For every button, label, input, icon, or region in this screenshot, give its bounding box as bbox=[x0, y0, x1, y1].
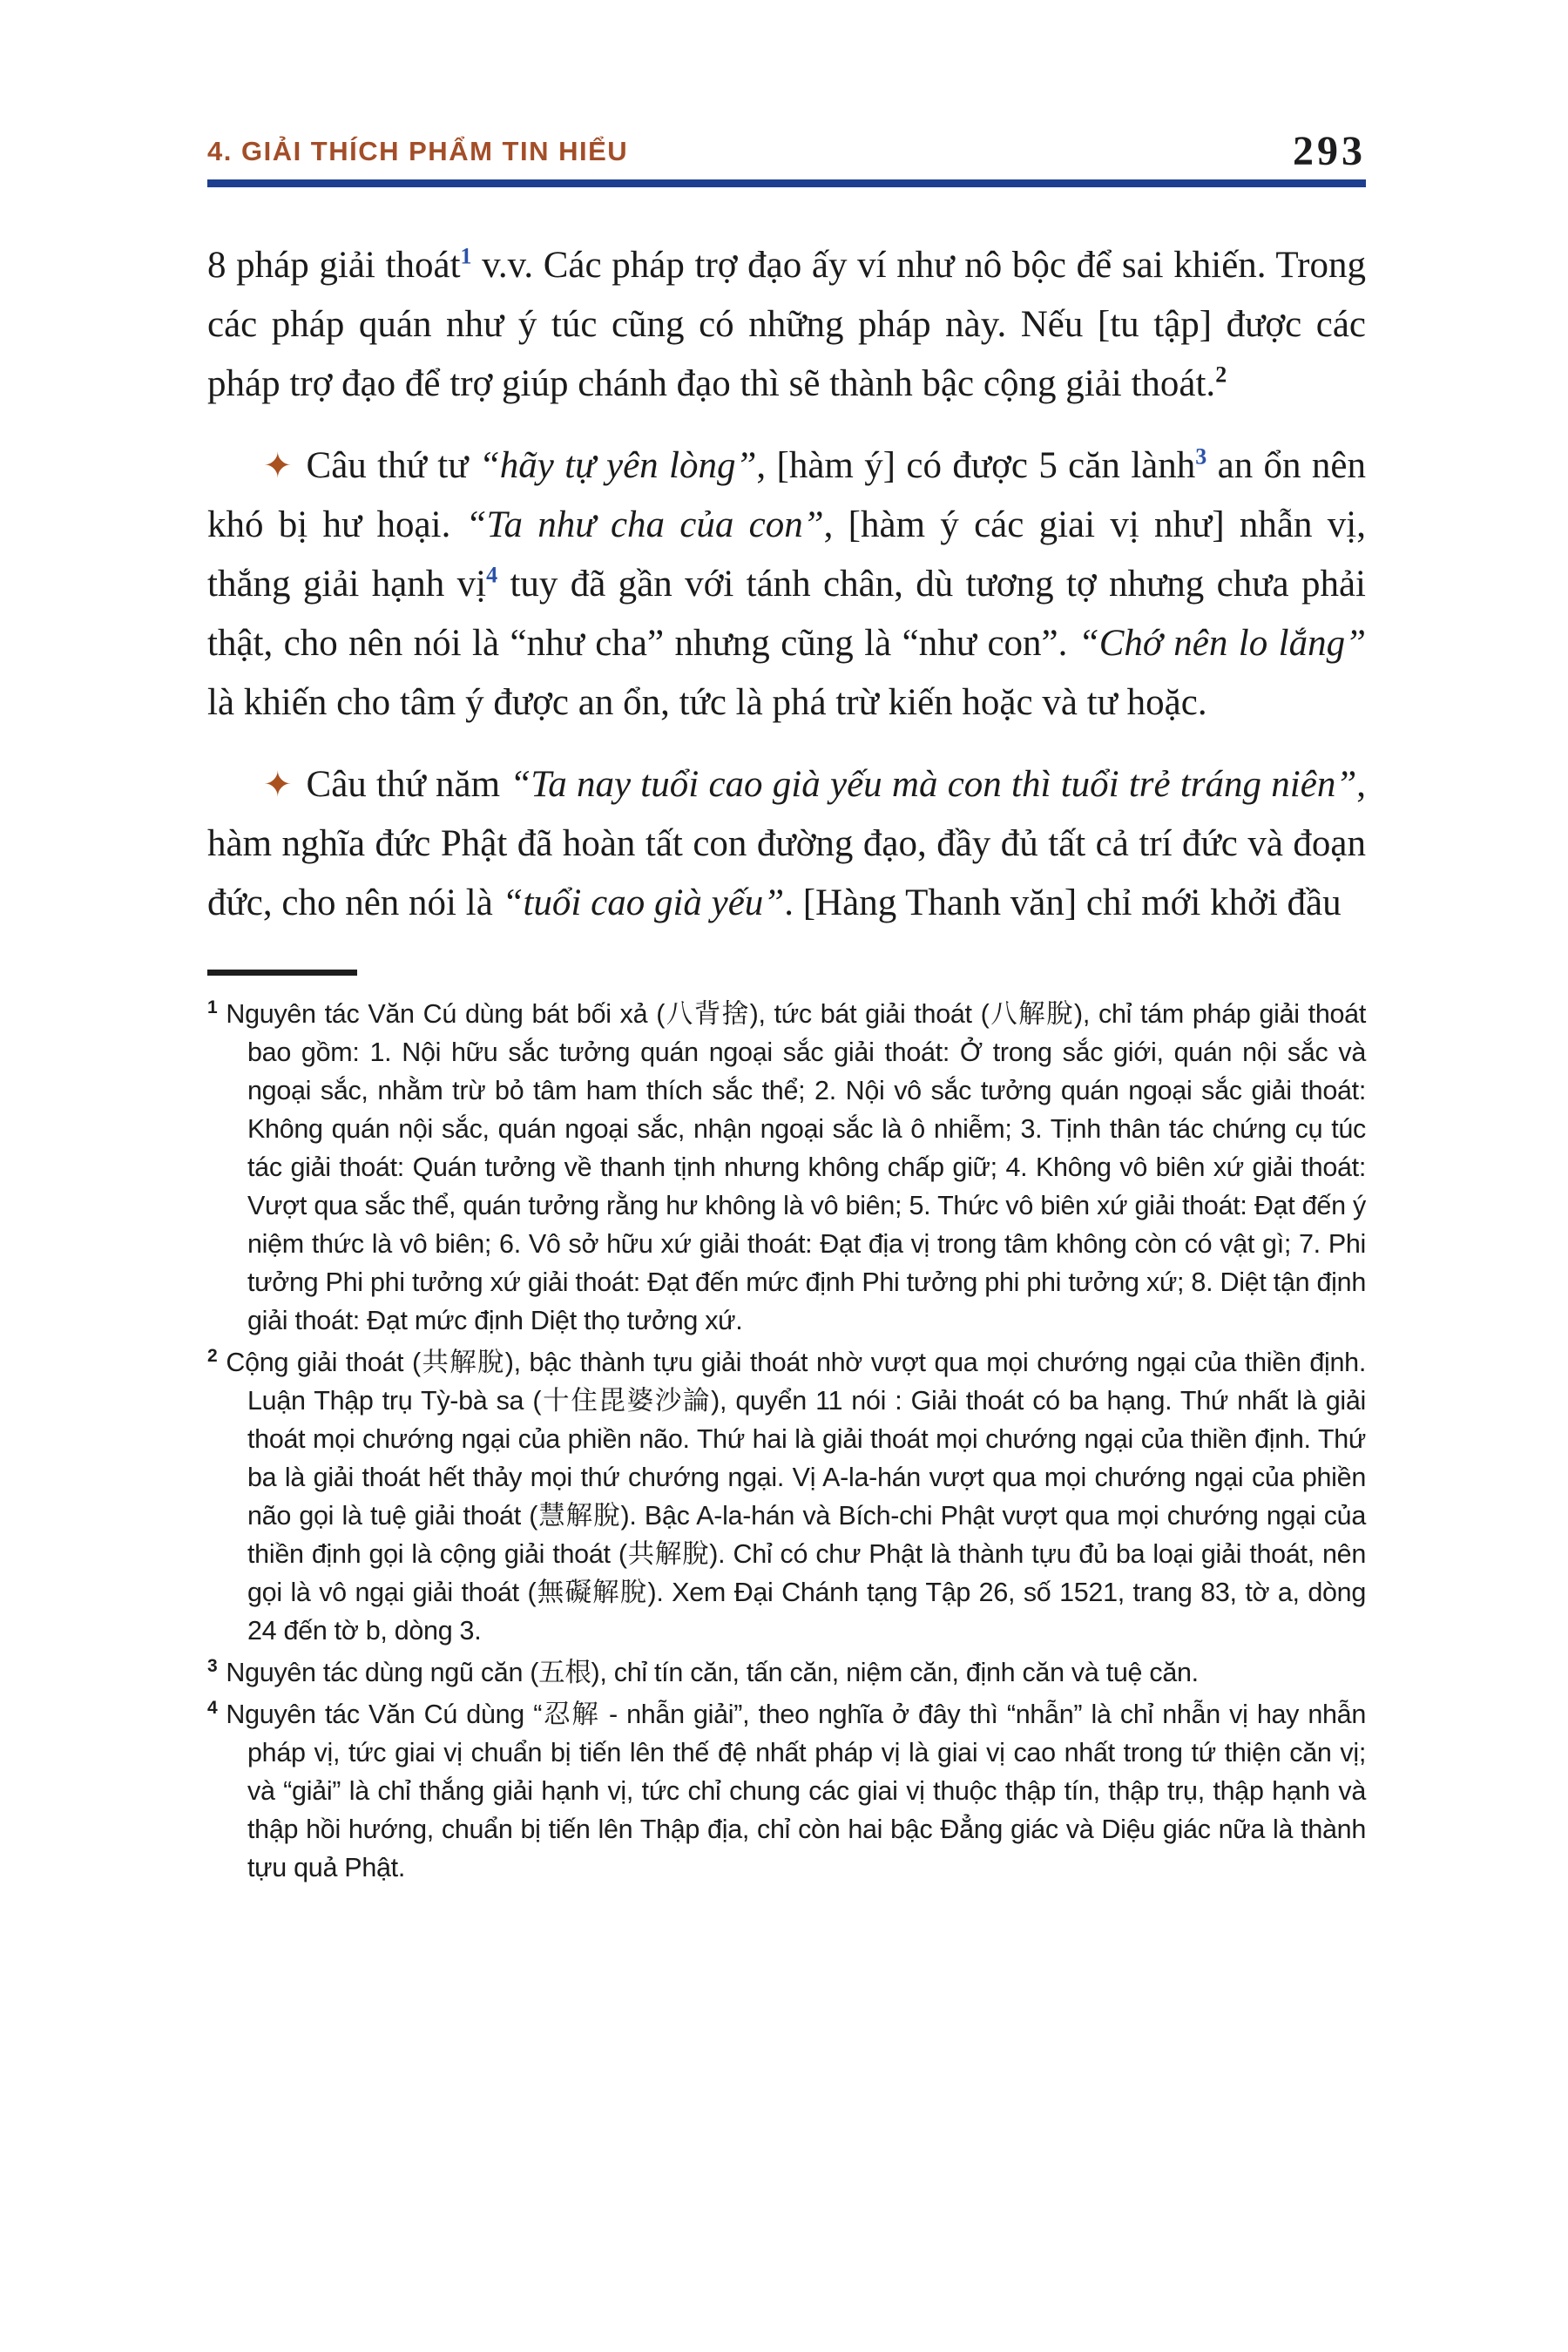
footnote-text: Nguyên tác Văn Cú dùng bát bối xả (八背捨), tức bát giải thoát (八解脫), chỉ tám pháp giải thoát bao gồm: 1. Nội hữu sắc tưởng quán ngoại sắc giải thoát: Ở trong sắc giới, quán nội sắc và ngoại sắc, nhằm trừ bỏ tâm ham thích sắc thể; 2. Nội vô sắc tưởng quán ngoại sắc giải thoát: Không quán nội sắc, quán ngoại sắc, nhận ngoại sắc là ô nhiễm; 3. Tịnh thân tác chứng cụ túc tác giải thoát: Quán tưởng về thanh tịnh nhưng không chấp giữ; 4. Không vô biên xứ giải thoát: Vượt qua sắc thể, quán tưởng rằng hư không là vô biên; 5. Thức vô biên xứ giải thoát: Đạt đến ý niệm thức là vô biên; 6. Vô sở hữu xứ giải thoát: Đạt địa vị trong tâm không còn có vật gì; 7. Phi tưởng Phi phi tưởng xứ giải thoát: Đạt đến mức định Phi tưởng phi phi tưởng xứ; 8. Diệt tận định giải thoát: Đạt mức định Diệt thọ tưởng xứ. bbox=[226, 999, 1366, 1335]
footnote-text: Cộng giải thoát (共解脫), bậc thành tựu giải thoát nhờ vượt qua mọi chướng ngại của thiền định. Luận Thập trụ Tỳ-bà sa (十住毘婆沙論), quyển 11 nói : Giải thoát có ba hạng. Thứ nhất là giải thoát mọi chướng ngại của phiền não. Thứ hai là giải thoát mọi chướng ngại của thiền định. Thứ ba là giải thoát hết thảy mọi thứ chướng ngại. Vị A-la-hán vượt qua mọi chướng ngại của phiền não gọi là tuệ giải thoát (慧解脫). Bậc A-la-hán và Bích-chi Phật vượt qua mọi chướng ngại của thiền định gọi là cộng giải thoát (共解脫). Chỉ có chư Phật là thành tựu đủ ba loại giải thoát, nên gọi là vô ngại giải thoát (無礙解脫). Xem Đại Chánh tạng Tập 26, số 1521, trang 83, tờ a, dòng 24 đến tờ b, dòng 3. bbox=[226, 1348, 1366, 1646]
text-segment: là khiến cho tâm ý được an ổn, tức là phá trừ kiến hoặc và tư hoặc. bbox=[207, 682, 1207, 723]
text-segment: an ổn nên khó bị hư hoại. bbox=[207, 445, 1366, 545]
text-segment: “Ta như cha của con” bbox=[465, 504, 824, 545]
footnote-ref: 2 bbox=[1215, 362, 1227, 388]
text-segment: “Chớ nên lo lắng” bbox=[1078, 623, 1367, 664]
footnote bbox=[207, 1343, 1366, 1650]
header-rule bbox=[207, 179, 1366, 187]
paragraph bbox=[207, 236, 1366, 414]
bullet-star-icon: ✦ bbox=[263, 446, 293, 485]
text-segment: “tuổi cao già yếu” bbox=[502, 882, 785, 923]
footnote-number: 4 bbox=[207, 1697, 218, 1718]
footnote bbox=[207, 1653, 1366, 1692]
text-segment: Câu thứ năm bbox=[306, 764, 510, 805]
body-text bbox=[207, 236, 1366, 933]
text-segment: Câu thứ tư bbox=[306, 445, 479, 486]
footnote-ref: 1 bbox=[460, 243, 472, 269]
text-segment: “Ta nay tuổi cao già yếu mà con thì tuổi trẻ tráng niên” bbox=[510, 764, 1357, 805]
text-segment: 8 pháp giải thoát bbox=[207, 245, 461, 286]
footnote-number: 1 bbox=[207, 997, 218, 1017]
footnotes-section bbox=[207, 995, 1366, 1887]
bullet-star-icon: ✦ bbox=[263, 765, 293, 804]
text-segment: , [hàm ý các giai vị như] nhẫn vị, thắng giải hạnh vị bbox=[207, 504, 1366, 605]
footnote-ref: 3 bbox=[1195, 443, 1207, 470]
page-header bbox=[207, 128, 1366, 174]
text-segment: , [hàm ý] có được 5 căn lành bbox=[756, 445, 1196, 486]
text-segment: , hàm nghĩa đức Phật đã hoàn tất con đường đạo, đầy đủ tất cả trí đức và đoạn đức, cho nên nói là bbox=[207, 764, 1366, 923]
footnote bbox=[207, 1695, 1366, 1887]
page-number: 293 bbox=[1293, 128, 1366, 174]
footnote-separator bbox=[207, 970, 357, 976]
text-segment: tuy đã gần với tánh chân, dù tương tợ nhưng chưa phải thật, cho nên nói là “như cha” nhưng cũng là “như con”. bbox=[207, 564, 1367, 664]
text-segment: v.v. Các pháp trợ đạo ấy ví như nô bộc để sai khiến. Trong các pháp quán như ý túc cũng có những pháp này. Nếu [tu tập] được các pháp trợ đạo để trợ giúp chánh đạo thì sẽ thành bậc cộng giải thoát. bbox=[207, 245, 1366, 404]
text-segment: . [Hàng Thanh văn] chỉ mới khởi đầu bbox=[784, 882, 1342, 923]
footnote bbox=[207, 995, 1366, 1340]
text-segment: “hãy tự yên lòng” bbox=[478, 445, 757, 486]
footnote-number: 2 bbox=[207, 1345, 218, 1366]
footnote-number: 3 bbox=[207, 1655, 218, 1676]
paragraph bbox=[207, 436, 1366, 733]
footnote-text: Nguyên tác dùng ngũ căn (五根), chỉ tín căn, tấn căn, niệm căn, định căn và tuệ căn. bbox=[226, 1658, 1199, 1687]
footnote-ref: 4 bbox=[486, 562, 498, 588]
paragraph bbox=[207, 755, 1366, 933]
running-header-chapter-title: 4. GIẢI THÍCH PHẨM TIN HIỂU bbox=[207, 136, 629, 166]
footnote-text: Nguyên tác Văn Cú dùng “忍解 - nhẫn giải”, theo nghĩa ở đây thì “nhẫn” là chỉ nhẫn vị hay nhẫn pháp vị, tức giai vị chuẩn bị tiến lên thế đệ nhất pháp vị là giai vị cao nhất trong tứ thiện căn vị; và “giải” là chỉ thắng giải hạnh vị, tức chỉ chung các giai vị thuộc thập tín, thập trụ, thập hạnh và thập hồi hướng, chuẩn bị tiến lên Thập địa, chỉ còn hai bậc Đẳng giác và Diệu giác nữa là thành tựu quả Phật. bbox=[226, 1700, 1366, 1882]
